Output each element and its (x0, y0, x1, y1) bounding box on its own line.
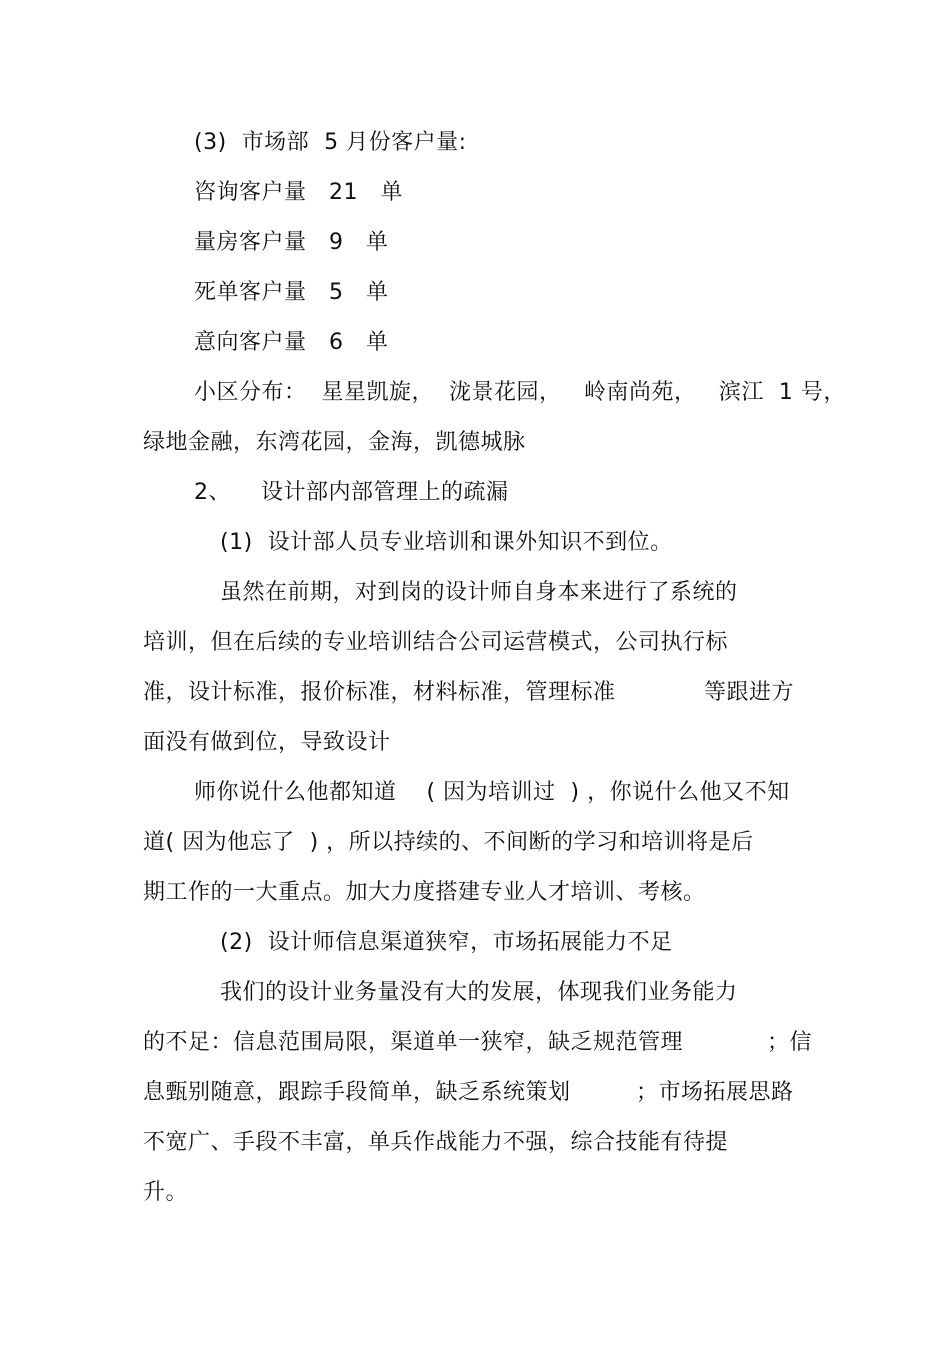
paragraph-line: 不宽广、手段不丰富，单兵作战能力不强，综合技能有待提 (143, 1130, 729, 1155)
section-2-heading: 2、 设计部内部管理上的疏漏 (194, 480, 509, 505)
subsection-1-heading: (1) 设计部人员专业培训和课外知识不到位。 (220, 530, 673, 555)
paragraph-line: 期工作的一大重点。加大力度搭建专业人才培训、考核。 (143, 880, 706, 905)
paragraph-line: 息甄别随意，跟踪手段简单，缺乏系统策划 (143, 1080, 571, 1105)
subsection-2-heading: (2) 设计师信息渠道狭窄，市场拓展能力不足 (220, 930, 673, 955)
paragraph-line: 培训，但在后续的专业培训结合公司运营模式，公司执行标 (143, 630, 729, 655)
measure-customers-line: 量房客户量 9 单 (194, 230, 389, 255)
paragraph-line-tail: 等跟进方 (704, 680, 795, 705)
paragraph-line-tail: ；市场拓展思路 (636, 1080, 794, 1105)
section-3-heading: (3) 市场部 5 月份客户量: (194, 130, 467, 155)
community-distribution-continued: 绿地金融，东湾花园，金海，凯德城脉 (143, 430, 526, 455)
consult-customers-line: 咨询客户量 21 单 (194, 180, 403, 205)
paragraph-line: 面没有做到位，导致设计 (143, 730, 391, 755)
paragraph-line: 虽然在前期，对到岗的设计师自身本来进行了系统的 (220, 580, 738, 605)
paragraph-line: 准，设计标准，报价标准，材料标准，管理标准 (143, 680, 616, 705)
paragraph-line-tail: ；信 (767, 1030, 813, 1055)
intent-customers-line: 意向客户量 6 单 (194, 330, 389, 355)
paragraph-line: 我们的设计业务量没有大的发展，体现我们业务能力 (220, 980, 738, 1005)
paragraph-line: 的不足：信息范围局限，渠道单一狭窄，缺乏规范管理 (143, 1030, 684, 1055)
paragraph-line: 道( 因为他忘了 ) ，所以持续的、不间断的学习和培训将是后 (143, 830, 754, 855)
dead-customers-line: 死单客户量 5 单 (194, 280, 389, 305)
paragraph-line: 师你说什么他都知道 ( 因为培训过 ) ，你说什么他又不知 (194, 780, 790, 805)
paragraph-line: 升。 (143, 1180, 189, 1205)
community-distribution-line: 小区分布： 星星凯旋， 泷景花园， 岭南尚苑， 滨江 1 号， (194, 380, 846, 405)
